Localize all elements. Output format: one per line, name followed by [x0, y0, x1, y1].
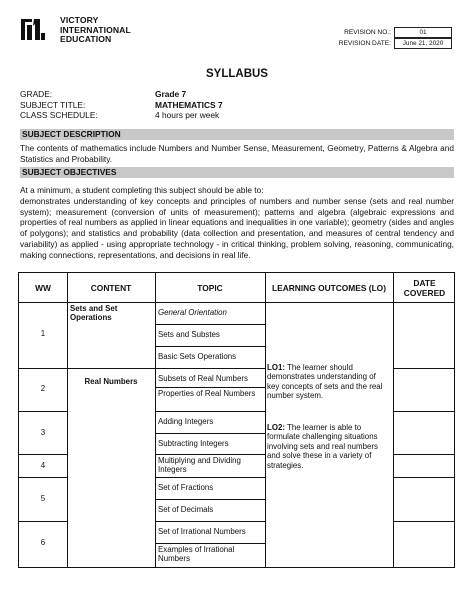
topic-item: Basic Sets Operations	[158, 352, 237, 361]
revision-date-value: June 21, 2020	[394, 38, 452, 49]
content-real-numbers: Real Numbers	[84, 377, 138, 386]
grade-value: Grade 7	[155, 89, 187, 99]
class-schedule-value: 4 hours per week	[155, 110, 220, 121]
subject-objectives-text: demonstrates understanding of key concepts and principles of numbers and number sense (sets and real number system); measurement (conversion of units of measurement); patterns and algebra (algebraic expressions and properties of real numbers as applied in linear equations and inequalities in one variable); geometry (sides and angles of polygons); and statistics and probability (data collection and presentation, and measures of central tendency and variability) as applied - using appropriate technology - in critical thinking, problem solving, reasoning, communicating, making connections, representations, and decisions in real life.	[20, 196, 454, 260]
learning-outcome-2: LO2: The learner is able to formulate challenging situations involving sets and real numbers and solve these in a variety of strategies.	[267, 423, 378, 470]
topic-item: Multiplying and Dividing Integers	[158, 456, 241, 475]
ww-1: 1	[40, 329, 46, 338]
revision-date-label: REVISION DATE:	[338, 40, 391, 47]
course-info	[0, 89, 474, 123]
victory-logo-icon	[20, 17, 46, 43]
header-ww: WW	[35, 282, 51, 293]
ww-5: 5	[40, 494, 46, 503]
subject-description-text: The contents of mathematics include Numbers and Number Sense, Measurement, Geometry, Patterns & Algebra and Statistics and Probability.	[20, 143, 454, 164]
ww-3: 3	[40, 428, 46, 437]
topic-item: Set of Decimals	[158, 505, 214, 514]
topic-item: General Orientation	[158, 308, 227, 317]
topic-item: Sets and Substes	[158, 330, 220, 339]
syllabus-table	[18, 272, 455, 568]
content-sets-and-set-operations: Sets and Set Operations	[70, 304, 118, 323]
topic-item: Set of Fractions	[158, 483, 214, 492]
ww-4: 4	[40, 461, 46, 470]
topic-item: Properties of Real Numbers	[158, 389, 256, 398]
topic-item: Adding Integers	[158, 417, 214, 426]
topic-item: Subtracting Integers	[158, 439, 229, 448]
grade-label: GRADE:	[20, 89, 53, 99]
topic-item: Subsets of Real Numbers	[158, 374, 248, 383]
subject-objectives-intro: At a minimum, a student completing this subject should be able to:	[20, 185, 264, 195]
header-content: CONTENT	[90, 282, 132, 293]
page-title: SYLLABUS	[206, 68, 268, 80]
ww-2: 2	[40, 384, 46, 393]
subject-title-label: SUBJECT TITLE:	[20, 99, 86, 110]
revision-no-label: REVISION NO.:	[344, 29, 391, 36]
header-topic: TOPIC	[197, 282, 223, 293]
header-learning-outcomes: LEARNING OUTCOMES (LO)	[272, 282, 386, 293]
org-name: VICTORY INTERNATIONAL EDUCATION	[60, 15, 131, 44]
class-schedule-label: CLASS SCHEDULE:	[20, 110, 98, 121]
subject-title-value: MATHEMATICS 7	[155, 99, 223, 110]
learning-outcome-1: LO1: The learner should demonstrates understanding of key concepts of sets and the real number system.	[267, 363, 383, 401]
subject-objectives-heading: SUBJECT OBJECTIVES	[20, 167, 454, 178]
revision-no-value: 01	[394, 27, 452, 38]
ww-6: 6	[40, 538, 46, 547]
topic-item: Set of Irrational Numbers	[158, 527, 246, 536]
subject-description-heading: SUBJECT DESCRIPTION	[20, 129, 454, 140]
topic-item: Examples of Irrational Numbers	[158, 545, 235, 564]
header-date-covered: DATE COVERED	[403, 277, 446, 298]
